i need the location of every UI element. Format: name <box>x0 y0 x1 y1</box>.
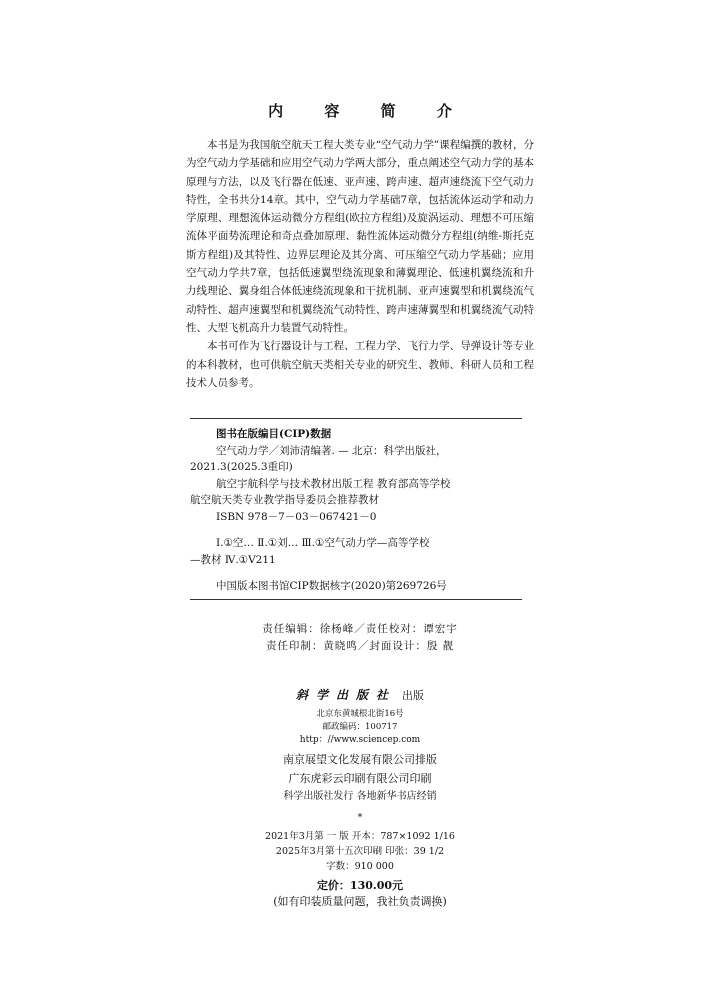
price: 定价：130.00元 <box>316 879 404 892</box>
publisher-logo-text: 斜学出版社 <box>295 688 396 702</box>
cip-line: —教材 Ⅳ.①V211 <box>190 553 276 566</box>
intro-body <box>186 136 534 392</box>
cip-heading: 图书在版编目(CIP)数据 <box>216 428 332 440</box>
publisher-address: 北京东黄城根北街16号 <box>316 709 404 719</box>
publisher-suffix: 出版 <box>402 689 424 702</box>
cip-line: 2021.3(2025.3重印) <box>190 461 293 473</box>
cip-block <box>190 426 530 595</box>
cip-record-number: 中国版本图书馆CIP数据核字(2020)第269726号 <box>216 580 447 592</box>
asterisk-separator: * <box>357 812 363 823</box>
cip-line: 航空宇航科学与技术教材出版工程 教育部高等学校 <box>216 477 451 490</box>
publisher-line <box>0 686 720 703</box>
publisher-website: http：//www.sciencep.com <box>299 735 421 745</box>
word-count-line: 字数：910 000 <box>326 861 394 872</box>
publisher-postcode: 邮政编码：100717 <box>322 722 398 732</box>
cip-bottom-divider <box>190 599 522 600</box>
quality-notice: (如有印装质量问题，我社负责调换) <box>273 895 447 908</box>
editors-line: 责任编辑：徐杨峰／责任校对：谭宏宇 <box>262 623 458 635</box>
cip-line: 航空航天类专业教学指导委员会推荐教材 <box>190 494 379 506</box>
editors-block <box>0 621 720 655</box>
intro-paragraph: 本书可作为飞行器设计与工程、工程力学、飞行力学、导弹设计等专业的本科教材，也可供航空航天类相关专业的研究生、教师、科研人员和工程技术人员参考。 <box>186 340 534 389</box>
edition-line: 2021年3月第 一 版 开本：787×1092 1/16 <box>265 831 455 842</box>
distribution-line: 科学出版社发行 各地新华书店经销 <box>283 791 437 802</box>
cip-line: 空气动力学／刘沛清编著. — 北京：科学出版社， <box>216 444 447 457</box>
printer-line: 广东虎彩云印刷有限公司印刷 <box>288 772 432 785</box>
cip-top-divider <box>190 418 522 419</box>
intro-title: 内 容 简 介 <box>268 102 470 120</box>
editors-line: 责任印制：黄晓鸣／封面设计：殷 靓 <box>265 640 455 652</box>
printing-line: 2025年3月第十五次印刷 印张：39 1/2 <box>275 846 445 857</box>
cip-line: Ⅰ.①空… Ⅱ.①刘… Ⅲ.①空气动力学—高等学校 <box>216 537 430 549</box>
intro-paragraph: 本书是为我国航空航天工程大类专业“空气动力学”课程编撰的教材，分为空气动力学基础和应用空气动力学两大部分，重点阐述空气动力学的基本原理与方法，以及飞行器在低速、亚声速、跨声速、超声速绕流下空气动力特性，全书共分14章。其中，空气动力学基础7章，包括流体运动学和动力学原理、理想流体运动微分方程组(欧拉方程组)及旋涡运动、理想不可压缩流体平面势流理论和奇点叠加原理、黏性流体运动微分方程组(纳维-斯托克斯方程组)及其特性、边界层理论及其分离、可压缩空气动力学基础；应用空气动力学共7章，包括低速翼型绕流现象和薄翼理论、低速机翼绕流和升力线理论、翼身组合体低速绕流现象和干扰机制、亚声速翼型和机翼绕流气动特性、超声速翼型和机翼绕流气动特性、跨声速薄翼型和机翼绕流气动特性、大型飞机高升力装置气动特性。 <box>186 139 534 334</box>
typesetter-line: 南京展望文化发展有限公司排版 <box>283 753 437 766</box>
cip-isbn: ISBN 978－7－03－067421－0 <box>216 510 377 523</box>
